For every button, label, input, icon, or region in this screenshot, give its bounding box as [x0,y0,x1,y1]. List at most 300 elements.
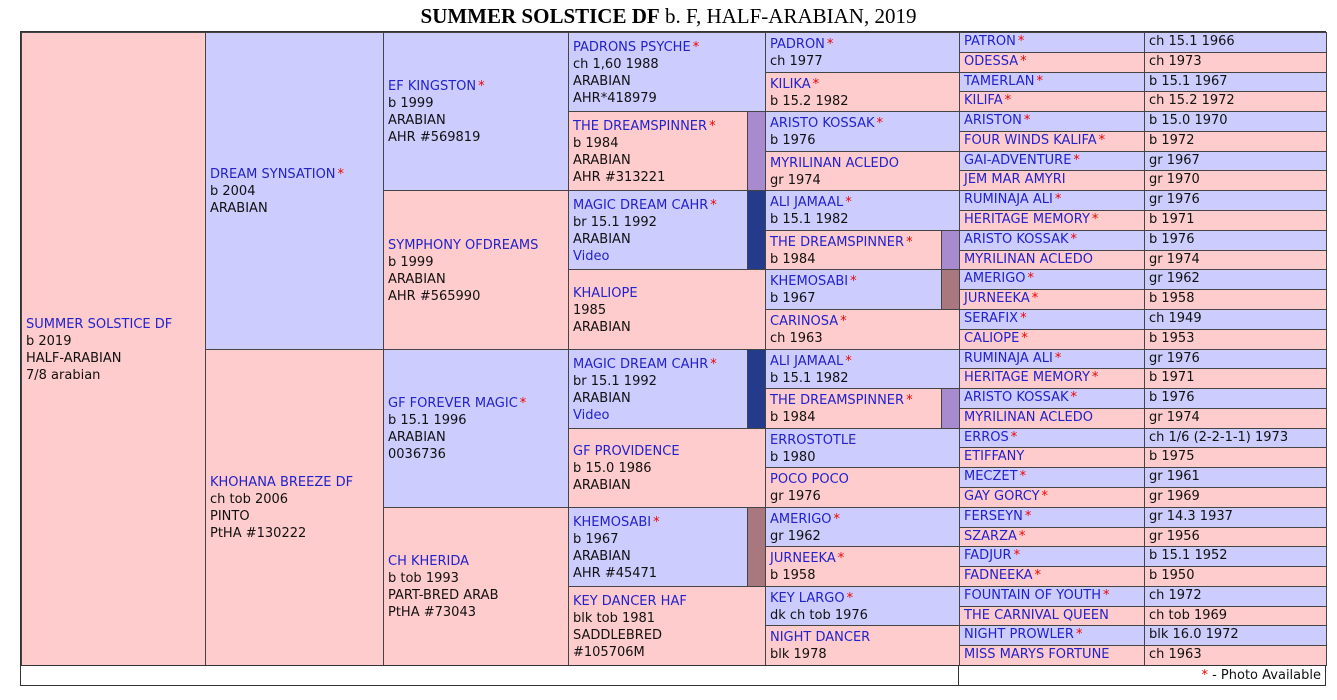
gen5-horse-10-info-text: b 1971 [1149,212,1195,227]
gen4-horse-7-name-link[interactable]: KHEMOSABI [770,274,849,289]
gen4-horse-6 [765,230,942,270]
photo-star-icon[interactable]: * [1023,113,1031,128]
gen4-horse-9-name-link[interactable]: ALI JAMAAL [770,353,844,369]
gen5-horse-7-name-link[interactable]: GAI-ADVENTURE [964,153,1072,168]
gen5-horse-28-info-text: b 1950 [1149,568,1195,583]
photo-star-icon[interactable]: * [846,590,854,606]
gen4-horse-12-name-row [770,471,956,488]
gen5-horse-8-name-row [964,171,1141,188]
gen5-horse-24 [959,487,1145,508]
gen3-horse-5-name-link[interactable]: MAGIC DREAM CAHR [573,356,709,372]
gen2-horse-4 [383,507,569,666]
gen3-horse-2-name-link[interactable]: THE DREAMSPINNER [573,118,708,134]
photo-star-icon[interactable]: * [710,197,717,213]
gen3-horse-8-line3: #105706M [573,644,645,660]
photo-star-icon[interactable]: * [1041,489,1049,504]
gen4-horse-8-name-row [770,313,956,330]
gen5-horse-31 [959,625,1145,646]
gen2-horse-2-line2: ARABIAN [388,271,446,287]
photo-star-icon[interactable]: * [1070,232,1078,247]
gen4-horse-4 [765,151,960,191]
gen4-horse-5-name-row [770,194,956,211]
gen5-horse-31-info-text: blk 16.0 1972 [1149,627,1239,642]
gen4-horse-14-name-link[interactable]: JURNEEKA [770,551,836,566]
gen5-horse-7-info-text: gr 1967 [1149,153,1200,168]
subject-horse [21,32,206,666]
gen1-horse-1-line2: ARABIAN [210,201,268,216]
photo-star-icon[interactable]: * [337,167,345,182]
gen5-horse-28-name-link[interactable]: FADNEEKA [964,568,1033,583]
gen5-horse-31-info [1144,625,1327,646]
gen2-horse-3-line2: ARABIAN [388,430,446,445]
inbreeding-marker-bar [747,507,766,587]
photo-star-icon[interactable]: * [519,396,527,411]
gen5-horse-11-info [1144,230,1327,251]
gen5-horse-2-name-link[interactable]: ODESSA [964,54,1019,69]
gen4-horse-15 [765,586,960,626]
gen1-horse-2-line2: PINTO [210,509,250,524]
gen2-horse-1-name-row [388,78,565,95]
inbreeding-marker-bar [941,269,960,310]
photo-star-icon[interactable]: * [876,116,884,131]
gen3-horse-3-name-link[interactable]: MAGIC DREAM CAHR [573,197,709,213]
gen4-horse-4-name-link[interactable]: MYRILINAN ACLEDO [770,155,900,171]
gen5-horse-19-name-row [964,389,1141,406]
photo-star-icon[interactable]: * [837,551,845,566]
gen5-horse-15-name-row [964,310,1141,327]
photo-star-icon[interactable]: * [1070,390,1078,405]
gen4-horse-1-name-link[interactable]: PADRON [770,37,825,52]
gen5-horse-31-name-link[interactable]: NIGHT PROWLER [964,627,1074,642]
gen2-horse-1-name-link[interactable]: EF KINGSTON [388,79,477,94]
gen5-horse-16-name-link[interactable]: CALIOPE [964,331,1020,346]
inbreeding-marker-bar [747,349,766,429]
gen4-horse-1 [765,32,960,73]
gen4-horse-1-line1: ch 1977 [770,54,823,69]
gen5-horse-21 [959,428,1145,448]
gen5-horse-22-name-link[interactable]: ETIFFANY [964,449,1025,464]
gen3-horse-2 [568,111,748,191]
gen4-horse-8-line1: ch 1963 [770,331,823,346]
photo-star-icon[interactable]: * [1013,548,1021,563]
gen3-horse-1 [568,32,766,112]
gen5-horse-1-name-row [964,33,1141,50]
gen2-horse-1-line2: ARABIAN [388,113,446,128]
gen4-horse-4-line1: gr 1974 [770,172,821,188]
gen4-horse-12-line1: gr 1976 [770,489,821,504]
gen3-horse-2-line2: ARABIAN [573,152,631,168]
gen5-horse-9-info [1144,190,1327,211]
gen5-horse-30-name-row [964,607,1141,624]
gen4-horse-6-name-link[interactable]: THE DREAMSPINNER [770,234,905,250]
gen5-horse-18 [959,368,1145,389]
gen5-horse-10 [959,210,1145,231]
gen5-horse-4 [959,91,1145,112]
gen5-horse-21-info-text: ch 1/6 (2-2-1-1) 1973 [1149,430,1289,445]
gen4-horse-2 [765,72,960,112]
gen4-horse-13-name-row [770,511,956,528]
gen5-horse-5 [959,111,1145,132]
title-name: SUMMER SOLSTICE DF [420,4,660,28]
gen3-horse-5-line1: br 15.1 1992 [573,373,657,389]
gen5-horse-25-name-row [964,508,1141,525]
gen3-horse-1-line2: ARABIAN [573,73,631,89]
subject-name-link[interactable]: SUMMER SOLSTICE DF [26,316,173,332]
gen5-horse-6 [959,131,1145,152]
gen5-horse-23 [959,467,1145,488]
gen5-horse-25-name-link[interactable]: FERSEYN [964,509,1023,524]
photo-star-icon[interactable]: * [710,356,717,372]
gen3-horse-5-video-link[interactable]: Video [573,407,610,423]
gen1-horse-2-line3: PtHA #130222 [210,526,307,541]
photo-star-icon[interactable]: * [1020,54,1027,69]
gen3-horse-8-line1: blk tob 1981 [573,610,656,626]
photo-star-icon[interactable]: * [1036,74,1043,89]
subject-line3: 7/8 arabian [26,367,101,383]
gen3-horse-4-name-row [573,285,762,302]
gen5-horse-21-name-link[interactable]: ERROS [964,430,1009,445]
gen3-horse-1-name-link[interactable]: PADRONS PSYCHE [573,39,691,55]
gen5-horse-24-info-text: gr 1969 [1149,489,1200,504]
gen4-horse-3-line1: b 1976 [770,133,816,148]
gen5-horse-14-info [1144,289,1327,310]
gen4-horse-8-name-link[interactable]: CARINOSA [770,314,839,329]
pedigree-chart [20,31,1326,686]
photo-star-icon[interactable]: * [1010,430,1018,445]
gen5-horse-28-name-row [964,567,1141,584]
gen5-horse-27-name-link[interactable]: FADJUR [964,548,1012,563]
gen5-horse-6-name-link[interactable]: FOUR WINDS KALIFA [964,133,1097,148]
gen5-horse-1-info [1144,32,1327,53]
gen4-horse-10-name-link[interactable]: THE DREAMSPINNER [770,393,905,408]
gen1-horse-1-name-link[interactable]: DREAM SYNSATION [210,167,336,182]
gen4-horse-3-name-row [770,115,956,132]
gen5-horse-32-info-text: ch 1963 [1149,647,1202,662]
photo-star-icon[interactable]: * [850,274,857,289]
gen5-horse-29-name-row [964,587,1141,604]
photo-star-icon[interactable]: * [1027,271,1034,286]
gen5-horse-30-name-link[interactable]: THE CARNIVAL QUEEN [964,608,1109,623]
gen5-horse-20-name-link[interactable]: MYRILINAN ACLEDO [964,410,1094,425]
gen5-horse-5-name-row [964,112,1141,129]
gen5-horse-2-name-row [964,53,1141,70]
gen3-horse-3-name-row [573,197,744,214]
gen2-horse-3-line3: 0036736 [388,447,446,462]
gen5-horse-20-name-row [964,409,1141,426]
gen4-horse-11-name-link[interactable]: ERROSTOTLE [770,432,857,448]
gen2-horse-1 [383,32,569,191]
photo-star-icon[interactable]: * [1073,153,1080,168]
gen5-horse-24-info [1144,487,1327,508]
gen2-horse-4-line2: PART-BRED ARAB [388,588,499,603]
gen4-horse-9-line1: b 15.1 1982 [770,370,849,386]
photo-star-icon[interactable]: * [845,195,852,210]
gen2-horse-4-name-link[interactable]: CH KHERIDA [388,554,470,569]
gen5-horse-20 [959,408,1145,429]
gen4-horse-6-line1: b 1984 [770,251,816,267]
gen5-horse-27-info [1144,546,1327,567]
photo-star-icon[interactable]: * [812,76,820,92]
gen5-horse-21-name-row [964,429,1141,446]
gen5-horse-13-name-link[interactable]: AMERIGO [964,271,1026,286]
inbreeding-marker-bar [747,190,766,270]
gen3-horse-2-line3: AHR #313221 [573,169,666,185]
gen5-horse-3-name-link[interactable]: TAMERLAN [964,74,1035,89]
gen5-horse-8 [959,170,1145,191]
gen4-horse-7-name-row [770,273,938,290]
gen5-horse-10-info [1144,210,1327,231]
gen4-horse-10 [765,388,942,429]
photo-star-icon[interactable]: * [906,234,913,250]
gen5-horse-6-info [1144,131,1327,152]
gen5-horse-3-name-row [964,73,1141,90]
gen5-horse-25-info-text: gr 14.3 1937 [1149,509,1233,524]
gen4-horse-15-name-row [770,590,956,607]
gen4-horse-5-line1: b 15.1 1982 [770,212,849,227]
gen4-horse-9-name-row [770,353,956,370]
gen5-horse-9-name-link[interactable]: RUMINAJA ALI [964,192,1053,207]
gen5-horse-26-info [1144,527,1327,547]
gen5-horse-18-name-link[interactable]: HERITAGE MEMORY [964,370,1090,385]
gen2-horse-1-line3: AHR #569819 [388,130,481,145]
gen5-horse-14 [959,289,1145,310]
gen5-horse-29-name-link[interactable]: FOUNTAIN OF YOUTH [964,588,1102,603]
subject-line1: b 2019 [26,333,72,349]
photo-star-icon[interactable]: * [1034,568,1042,583]
photo-star-icon[interactable]: * [692,39,700,55]
gen1-horse-1 [205,32,384,350]
gen2-horse-3 [383,349,569,508]
gen3-horse-2-line1: b 1984 [573,135,619,151]
photo-star-icon[interactable]: * [1054,192,1062,207]
photo-star-icon[interactable]: * [1091,212,1099,227]
page-title [0,3,1337,29]
gen5-horse-5-name-link[interactable]: ARISTON [964,113,1022,128]
photo-star-icon[interactable]: * [478,79,485,94]
gen5-horse-12-info-text: gr 1974 [1149,252,1200,267]
gen4-horse-11-line1: b 1980 [770,449,816,465]
gen3-horse-3 [568,190,748,270]
gen5-horse-20-info [1144,408,1327,429]
gen3-horse-6-line2: ARABIAN [573,478,631,493]
gen3-horse-5-line2: ARABIAN [573,390,631,406]
gen5-horse-13 [959,269,1145,290]
gen5-horse-24-name-link[interactable]: GAY GORCY [964,489,1040,504]
gen5-horse-10-name-link[interactable]: HERITAGE MEMORY [964,212,1090,227]
gen4-horse-16-name-link[interactable]: NIGHT DANCER [770,630,871,645]
title-details: b. F, HALF-ARABIAN, 2019 [664,4,917,28]
gen5-horse-2-info-text: ch 1973 [1149,54,1202,69]
gen5-horse-5-info-text: b 15.0 1970 [1149,113,1228,128]
photo-star-icon[interactable]: * [826,37,834,52]
photo-star-icon[interactable]: * [906,393,913,408]
gen5-horse-16-name-row [964,330,1141,347]
gen5-horse-17-info [1144,349,1327,369]
photo-star-icon[interactable]: * [1091,370,1099,385]
photo-star-icon[interactable]: * [1021,331,1028,346]
gen5-horse-17 [959,349,1145,369]
gen3-horse-4 [568,269,766,350]
gen5-horse-7 [959,151,1145,171]
photo-star-icon[interactable]: * [845,353,852,369]
gen4-horse-16 [765,625,960,666]
gen2-horse-3-name-link[interactable]: GF FOREVER MAGIC [388,396,518,411]
gen1-horse-1-name-row [210,166,380,183]
photo-star-icon[interactable]: * [1017,34,1025,49]
gen2-horse-2-name-row [388,237,565,254]
gen4-horse-2-line1: b 15.2 1982 [770,93,849,109]
gen2-horse-2 [383,190,569,350]
gen4-horse-13-name-link[interactable]: AMERIGO [770,511,832,527]
gen5-horse-15-name-link[interactable]: SERAFIX [964,311,1019,326]
photo-star-icon[interactable]: * [833,511,840,527]
gen4-horse-4-name-row [770,155,956,172]
photo-star-icon[interactable]: * [1004,93,1012,108]
photo-star-icon[interactable]: * [1019,469,1027,484]
photo-star-icon[interactable]: * [653,514,660,530]
photo-star-icon[interactable]: * [1103,588,1110,603]
gen3-horse-6 [568,428,766,508]
gen5-horse-11-info-text: b 1976 [1149,232,1195,247]
gen5-horse-4-info [1144,91,1327,112]
gen1-horse-2 [205,349,384,666]
gen5-horse-21-info [1144,428,1327,448]
gen5-horse-11-name-link[interactable]: ARISTO KOSSAK [964,232,1069,247]
gen3-horse-7-name-link[interactable]: KHEMOSABI [573,514,652,530]
gen4-horse-2-name-row [770,76,956,93]
photo-star-icon[interactable]: * [1020,311,1027,326]
gen5-horse-22-info [1144,447,1327,468]
photo-star-icon[interactable]: * [1024,509,1032,524]
gen5-horse-12 [959,250,1145,270]
gen4-horse-3 [765,111,960,152]
gen5-horse-6-name-row [964,132,1141,149]
gen4-horse-5-name-link[interactable]: ALI JAMAAL [770,195,844,210]
gen3-horse-3-line2: ARABIAN [573,231,631,247]
gen5-horse-4-name-link[interactable]: KILIFA [964,93,1003,108]
gen5-horse-13-info-text: gr 1962 [1149,271,1200,286]
gen3-horse-6-name-link[interactable]: GF PROVIDENCE [573,444,680,459]
gen4-horse-1-name-row [770,36,956,53]
gen5-horse-2-info [1144,52,1327,73]
gen3-horse-1-name-row [573,39,762,56]
gen4-horse-13-line1: gr 1962 [770,528,821,544]
photo-star-icon[interactable]: * [1018,529,1026,544]
gen2-horse-4-line1: b tob 1993 [388,571,459,586]
gen5-horse-12-name-link[interactable]: MYRILINAN ACLEDO [964,252,1094,267]
gen3-horse-5 [568,349,748,429]
gen4-horse-15-name-link[interactable]: KEY LARGO [770,590,845,606]
subject-line2: HALF-ARABIAN [26,350,122,366]
gen5-horse-23-name-row [964,468,1141,485]
gen5-horse-3-info [1144,72,1327,92]
photo-star-icon[interactable]: * [1098,133,1106,148]
gen4-horse-12-name-link[interactable]: POCO POCO [770,472,849,487]
gen2-horse-3-name-row [388,395,565,412]
gen5-horse-9-info-text: gr 1976 [1149,192,1200,207]
gen3-horse-8 [568,586,766,666]
gen4-horse-13 [765,507,960,547]
gen4-horse-5 [765,190,960,231]
inbreeding-marker-bar [941,230,960,270]
gen5-horse-8-info [1144,170,1327,191]
gen3-horse-2-name-row [573,118,744,135]
gen5-horse-12-name-row [964,251,1141,268]
gen5-horse-3 [959,72,1145,92]
gen4-horse-15-line1: dk ch tob 1976 [770,607,868,623]
gen1-horse-2-name-link[interactable]: KHOHANA BREEZE DF [210,475,354,490]
gen5-horse-15 [959,309,1145,330]
gen1-horse-2-name-row [210,474,380,491]
gen1-horse-2-line1: ch tob 2006 [210,492,289,507]
gen4-horse-2-name-link[interactable]: KILIKA [770,76,811,92]
gen5-horse-1 [959,32,1145,53]
gen5-horse-26-name-link[interactable]: SZARZA [964,529,1017,544]
gen5-horse-27 [959,546,1145,567]
legend-star: * [1201,668,1208,683]
gen3-horse-8-name-link[interactable]: KEY DANCER HAF [573,593,687,609]
gen5-horse-8-name-link[interactable]: JEM MAR AMYRI [964,172,1066,187]
gen4-horse-8 [765,309,960,350]
gen5-horse-17-name-row [964,350,1141,367]
gen5-horse-30 [959,606,1145,626]
gen5-horse-32-name-link[interactable]: MISS MARYS FORTUNE [964,647,1110,662]
gen3-horse-7-line2: ARABIAN [573,548,631,564]
photo-star-icon[interactable]: * [1075,627,1083,642]
photo-available-legend [958,665,1326,686]
gen3-horse-6-name-row [573,443,762,460]
gen4-horse-14-line1: b 1958 [770,568,816,583]
photo-star-icon[interactable]: * [1031,291,1039,306]
gen1-horse-1-line1: b 2004 [210,184,256,199]
photo-star-icon[interactable]: * [709,118,716,134]
gen5-horse-19-info [1144,388,1327,409]
photo-star-icon[interactable]: * [1054,351,1062,366]
gen5-horse-19 [959,388,1145,409]
gen5-horse-13-name-row [964,270,1141,287]
subject-name-row [26,316,202,333]
gen4-horse-11-name-row [770,432,956,449]
gen5-horse-2 [959,52,1145,73]
gen4-horse-14-name-row [770,550,956,567]
gen5-horse-11-name-row [964,231,1141,248]
gen5-horse-16-info-text: b 1953 [1149,331,1195,346]
gen5-horse-14-name-link[interactable]: JURNEEKA [964,291,1030,306]
gen3-horse-5-name-row [573,356,744,373]
gen5-horse-30-info-text: ch tob 1969 [1149,608,1228,623]
gen5-horse-18-info-text: b 1971 [1149,370,1195,385]
gen2-horse-4-line3: PtHA #73043 [388,605,476,620]
gen3-horse-4-name-link[interactable]: KHALIOPE [573,285,638,301]
gen2-horse-2-name-link[interactable]: SYMPHONY OFDREAMS [388,237,539,253]
gen3-horse-7-line3: AHR #45471 [573,565,658,581]
gen5-horse-23-info-text: gr 1961 [1149,469,1200,484]
gen5-horse-15-info [1144,309,1327,330]
gen5-horse-23-name-link[interactable]: MECZET [964,469,1018,484]
gen5-horse-12-info [1144,250,1327,270]
gen5-horse-17-name-link[interactable]: RUMINAJA ALI [964,351,1053,366]
gen3-horse-3-video-link[interactable]: Video [573,248,610,264]
gen4-horse-14 [765,546,960,587]
photo-star-icon[interactable]: * [840,314,847,329]
gen5-horse-16-info [1144,329,1327,350]
gen5-horse-26-name-row [964,528,1141,545]
gen5-horse-19-name-link[interactable]: ARISTO KOSSAK [964,390,1069,405]
gen3-horse-1-line3: AHR*418979 [573,90,657,106]
gen4-horse-3-name-link[interactable]: ARISTO KOSSAK [770,116,875,131]
gen5-horse-1-name-link[interactable]: PATRON [964,34,1016,49]
gen2-horse-4-name-row [388,553,565,570]
